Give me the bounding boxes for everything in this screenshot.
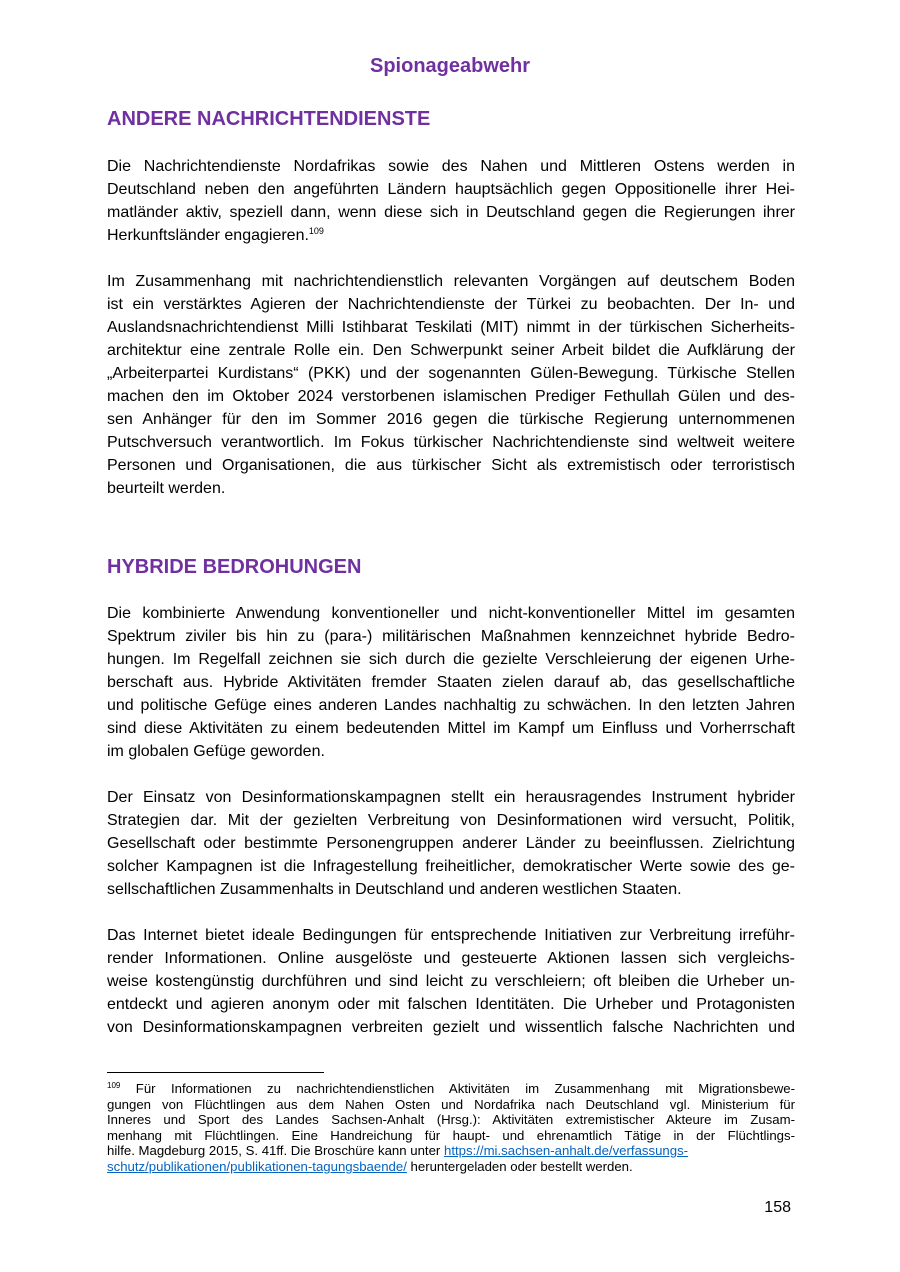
paragraph-hybride-definition bbox=[107, 602, 795, 763]
paragraph-desinformation bbox=[107, 786, 795, 901]
text-line: Der Einsatz von Desinformationskampagnen stellt ein herausragendes Instrument hybrider bbox=[107, 789, 795, 806]
text-line: Auslandsnachrichtendienst Milli Istihbarat Teskilati (MIT) nimmt in der türkischen Sicherheits- bbox=[107, 319, 795, 336]
text-line: Putschversuch verantwortlich. Im Fokus türkischer Nachrichtendienste sind weltweit weitere bbox=[107, 434, 795, 451]
text-line: sen Anhänger für den im Sommer 2016 gegen die türkische Regierung unternommenen bbox=[107, 411, 795, 428]
text-line: und politische Gefüge eines anderen Landes nachhaltig zu schwächen. In den letzten Jahren bbox=[107, 697, 795, 714]
footnote-109 bbox=[107, 1081, 795, 1175]
footnote-line bbox=[107, 1159, 795, 1175]
text-line: solcher Kampagnen ist die Infragestellung freiheitlicher, demokratischer Werte sowie des ge- bbox=[107, 858, 795, 875]
footnote-separator bbox=[107, 1072, 324, 1073]
text-line: berschaft aus. Hybride Aktivitäten fremder Staaten zielen darauf ab, das gesellschaftliche bbox=[107, 674, 795, 691]
text-line: „Arbeiterpartei Kurdistans“ (PKK) und der sogenannten Gülen-Bewegung. Türkische Stellen bbox=[107, 365, 795, 382]
text-line: sellschaftlichen Zusammenhalts in Deutschland und anderen westlichen Staaten. bbox=[107, 881, 682, 898]
text-line: entdeckt und agieren anonym oder mit falschen Identitäten. Die Urheber und Protagonisten bbox=[107, 996, 795, 1013]
footnote-line: Inneres und Sport des Landes Sachsen-Anhalt (Hrsg.): Aktivitäten extremistischer Akteure im Zusam- bbox=[107, 1112, 795, 1128]
page-number: 158 bbox=[764, 1199, 791, 1216]
text-line: render Informationen. Online ausgelöste und gesteuerte Aktionen lassen sich vergleichs- bbox=[107, 950, 795, 967]
text-line: matländer aktiv, speziell dann, wenn diese sich in Deutschland gegen die Regierungen ihrer bbox=[107, 204, 795, 221]
brochure-link[interactable]: https://mi.sachsen-anhalt.de/verfassungs- bbox=[443, 1143, 689, 1159]
footnote-line: gungen von Flüchtlingen aus dem Nahen Osten und Nordafrika nach Deutschland vgl. Ministerium für bbox=[107, 1096, 795, 1112]
text-line: sind diese Aktivitäten zu einem bedeutenden Mittel im Kampf um Einfluss und Vorherrschaft bbox=[107, 720, 795, 737]
text-line: Die Nachrichtendienste Nordafrikas sowie des Nahen und Mittleren Ostens werden in bbox=[107, 158, 795, 175]
footnote-text: heruntergeladen oder bestellt werden. bbox=[406, 1158, 633, 1174]
footnote-line bbox=[107, 1081, 795, 1097]
text-line: Herkunftsländer engagieren. bbox=[107, 227, 309, 244]
footnote-text: Für Informationen zu nachrichtendienstlichen Aktivitäten im Zusammenhang mit Migrationsbewe- bbox=[135, 1081, 795, 1096]
text-line: hungen. Im Regelfall zeichnen sie sich durch die gezielte Verschleierung der eigenen Urhe- bbox=[107, 651, 795, 668]
text-line: Personen und Organisationen, die aus türkischer Sicht als extremistisch oder terroristisch bbox=[107, 457, 795, 474]
footnote-number: 109 bbox=[107, 1081, 121, 1090]
paragraph-internet bbox=[107, 924, 795, 1039]
text-line: Im Zusammenhang mit nachrichtendienstlich relevanten Vorgängen auf deutschem Boden bbox=[107, 273, 795, 290]
footnote-line: menhang mit Flüchtlingen. Eine Handreichung für haupt- und ehrenamtlich Tätige in der Flüchtlings- bbox=[107, 1127, 795, 1143]
text-line: Das Internet bietet ideale Bedingungen für entsprechende Initiativen zur Verbreitung irreführ- bbox=[107, 927, 795, 944]
text-line: architektur eine zentrale Rolle ein. Den Schwerpunkt seiner Arbeit bildet die Aufklärung der bbox=[107, 342, 795, 359]
text-line: Die kombinierte Anwendung konventioneller und nicht-konventioneller Mittel im gesamten bbox=[107, 605, 795, 622]
section-heading-andere-nachrichtendienste: ANDERE NACHRICHTENDIENSTE bbox=[107, 108, 431, 130]
paragraph-nordafrika bbox=[107, 155, 795, 247]
text-line: Deutschland neben den angeführten Ländern hauptsächlich gegen Oppositionelle ihrer Hei- bbox=[107, 181, 795, 198]
footnote-text: hilfe. Magdeburg 2015, S. 41ff. Die Broschüre kann unter bbox=[107, 1143, 444, 1159]
text-line: weise kostengünstig durchführen und sind leicht zu verschleiern; oft bleiben die Urheber un- bbox=[107, 973, 795, 990]
footnote-line bbox=[107, 1143, 795, 1159]
footnote-reference[interactable]: 109 bbox=[308, 226, 324, 236]
text-line: Gesellschaft oder bestimmte Personengruppen anderer Länder zu beeinflussen. Zielrichtung bbox=[107, 835, 795, 852]
text-line: machen den im Oktober 2024 verstorbenen islamischen Prediger Fethullah Gülen und des- bbox=[107, 388, 795, 405]
text-line: im globalen Gefüge geworden. bbox=[107, 743, 325, 760]
text-line: ist ein verstärktes Agieren der Nachrichtendienste der Türkei zu beobachten. Der In- und bbox=[107, 296, 795, 313]
brochure-link-continued[interactable]: schutz/publikationen/publikationen-tagungsbaende/ bbox=[107, 1158, 407, 1174]
text-line: Spektrum ziviler bis hin zu (para-) militärischen Maßnahmen kennzeichnet hybride Bedro- bbox=[107, 628, 795, 645]
paragraph-tuerkei bbox=[107, 270, 795, 500]
text-line: beurteilt werden. bbox=[107, 480, 226, 497]
text-line-with-ref bbox=[107, 224, 795, 247]
text-line: Strategien dar. Mit der gezielten Verbreitung von Desinformationen wird versucht, Politik, bbox=[107, 812, 795, 829]
text-line: von Desinformationskampagnen verbreiten gezielt und wissentlich falsche Nachrichten und bbox=[107, 1019, 795, 1036]
section-heading-hybride-bedrohungen: HYBRIDE BEDROHUNGEN bbox=[107, 556, 362, 578]
running-title: Spionageabwehr bbox=[369, 55, 531, 77]
